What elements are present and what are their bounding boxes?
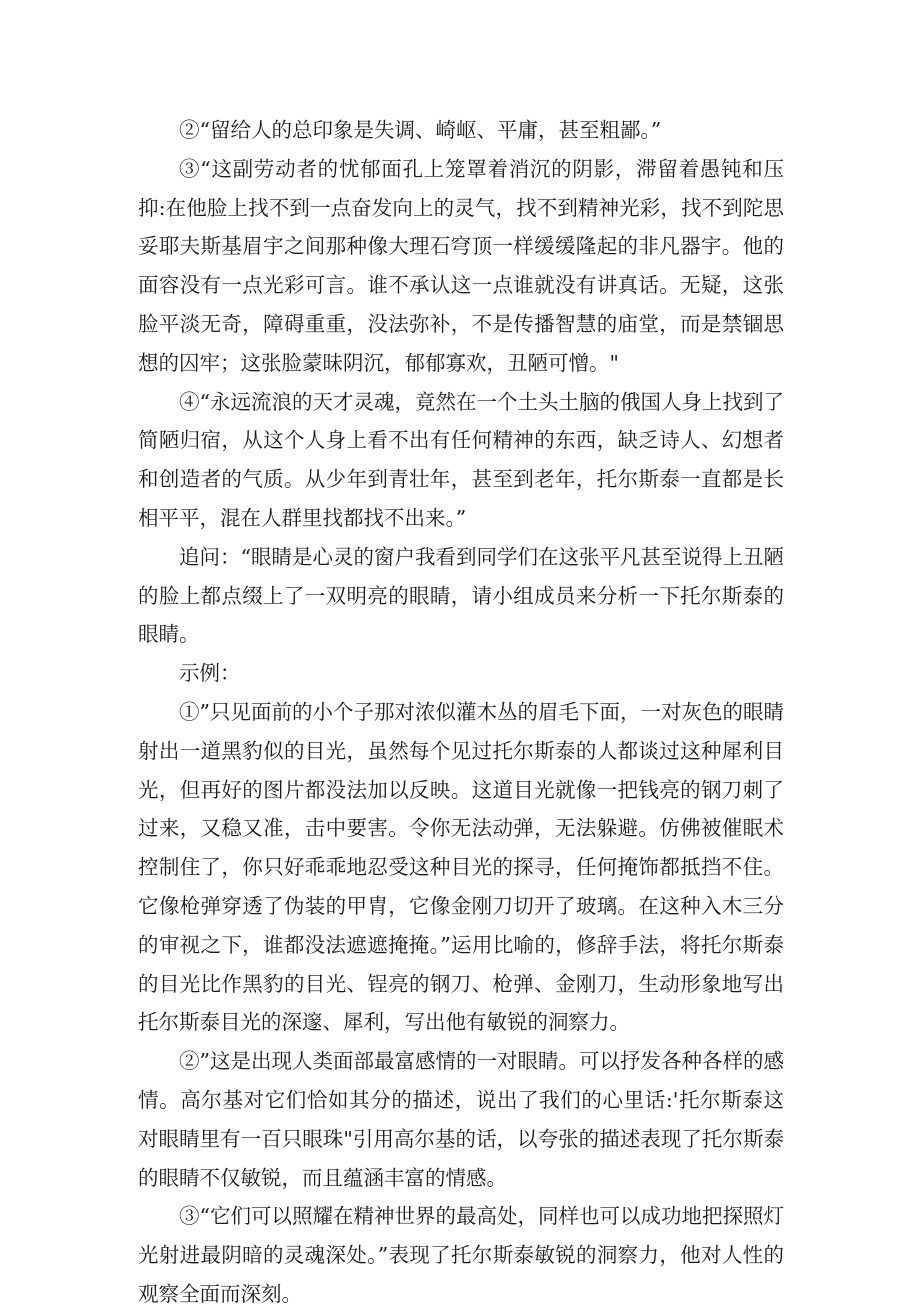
paragraph-example-label: 示例： bbox=[179, 661, 241, 686]
paragraph-example-gaze: ①”只见面前的小个子那对浓似灌木丛的眉毛下面，一对灰色的眼睛射出一道黑豹似的目光，虽然每个见过托尔斯泰的人都谈过这种犀利目光，但再好的图片都没法加以反映。这道目光就像一把钱亮的钢刀刺了过来，又稳又准，击中要害。令你无法动弹，无法躲避。仿佛被催眠术控制住了，你只好乖乖地忍受这种目光的探寻，任何掩饰都抵挡不住。它像枪弹穿透了伪装的甲胄，它像金刚刀切开了玻璃。在这种入木三分的审视之下，谁都没法遮遮掩掩。”运用比喻的，修辞手法，将托尔斯泰的目光比作黑豹的目光、锃亮的钢刀、枪弹、金刚刀，生动形象地写出托尔斯泰目光的深邃、犀利，写出他有敏锐的洞察力。 bbox=[138, 699, 784, 1035]
paragraph-follow-up-question: 追问：“眼睛是心灵的窗户我看到同学们在这张平凡甚至说得上丑陋的脸上都点缀上了一双明亮的眼睛，请小组成员来分析一下托尔斯泰的眼睛。 bbox=[138, 544, 784, 647]
paragraph-wandering-soul: ④“永远流浪的天才灵魂，竟然在一个土头土脑的俄国人身上找到了简陋归宿，从这个人身上看不出有任何精神的东西，缺乏诗人、幻想者和创造者的气质。从少年到青壮年，甚至到老年，托尔斯泰一直都是长相平平，混在人群里找都找不出来。” bbox=[138, 389, 784, 530]
paragraph-impression: ②“留给人的总印象是失调、崎岖、平庸，甚至粗鄙。” bbox=[179, 118, 662, 142]
paragraph-example-insight: ③“它们可以照耀在精神世界的最高处，同样也可以成功地把探照灯光射进最阴暗的灵魂深处。”表现了托尔斯泰敏锐的洞察力，他对人性的观察全面而深刻。 bbox=[138, 1204, 784, 1306]
paragraph-melancholy-face: ③“这副劳动者的忧郁面孔上笼罩着消沉的阴影，滞留着愚钝和压抑:在他脸上找不到一点奋发向上的灵气，找不到精神光彩，找不到陀思妥耶夫斯基眉宇之间那种像大理石穹顶一样缓缓隆起的非凡器宇。他的面容没有一点光彩可言。谁不承认这一点谁就没有讲真话。无疑，这张脸平淡无奇，障碍重重，没法弥补，不是传播智慧的庙堂，而是禁锢思想的囚牢；这张脸蒙昧阴沉，郁郁寡欢，丑陋可憎。" bbox=[138, 156, 784, 375]
paragraph-example-emotion: ②”这是出现人类面部最富感情的一对眼睛。可以抒发各种各样的感情。高尔基对它们恰如其分的描述，说出了我们的心里话:'托尔斯泰这对眼睛里有一百只眼珠"引用高尔基的话，以夸张的描述表现了托尔斯泰的眼睛不仅敏锐，而且蕴涵丰富的情感。 bbox=[138, 1049, 784, 1190]
document-body bbox=[138, 111, 784, 1314]
